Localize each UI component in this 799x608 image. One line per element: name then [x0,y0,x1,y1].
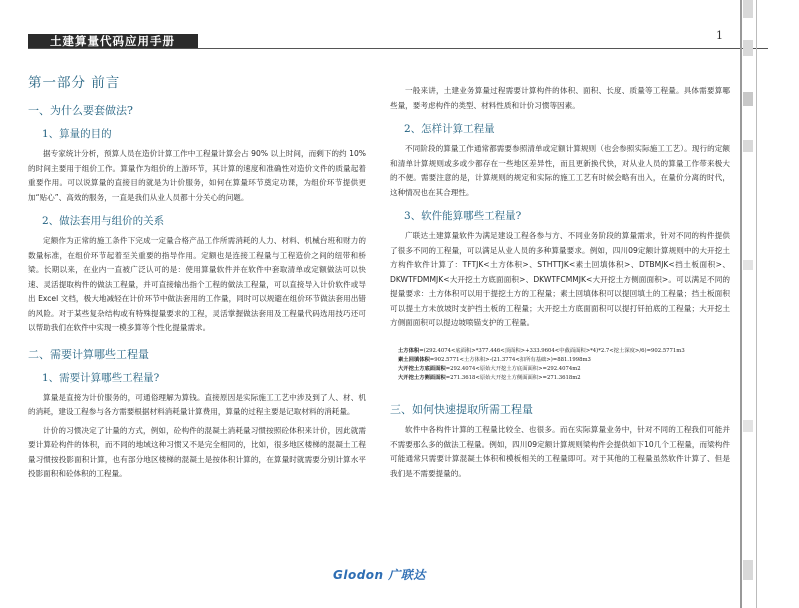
header-divider [28,48,768,49]
subsection-2-2-heading: 2、怎样计算工程量 [404,123,495,135]
paragraph: 广联达土建算量软件为满足建设工程各参与方、不同业务阶段的算量需求，针对不同的构件提供了很多不同的工程量，可以满足从业人员的多种算量要求。例如，四川09定额计算规则中的大开挖土方构件软件计算了：TFTJK<土方体积>、STHTTJK<素土回填体积>、DTBMJK<挡土板面积>、DKWTFDMMJK<大开挖土方底面面积>、DKWTFCMMJK<大开挖土方侧面面积>。可以满足不同的提量要求：土方体积可以用于提挖土方的工程量；素土回填体积可以提回填土的工程量；挡土板面积可以提土方未放坡时支护挡土板的工程量；大开挖土方底面面积可以提打钎拍底的工程量；大开挖土方侧面面积可以提边坡喷锚支护的工程量。 [390,231,730,327]
paragraph: 算量是直接为计价服务的，可通俗理解为算钱。直接原因是实际施工工艺中涉及到了人、材、机的消耗，建设工程参与各方需要根据材料消耗量计算费用，算量的过程主要是记取材料的消耗量。 [28,392,366,416]
formula-label: 土方体积 [398,347,420,354]
page-number: 1 [716,29,723,42]
section-2-heading: 二、需要计算哪些工程量 [28,347,149,361]
intro-paragraph: 一般来讲，土建业务算量过程需要计算构件的体积、面积、长度、质量等工程量。具体需要算哪些量，要考虑构件的类型、材料性质和计价习惯等因素。 [390,86,730,110]
formula-label: 大开挖土方底面面积 [398,365,446,372]
subsection-2-1-heading: 1、需要计算哪些工程量? [42,371,160,384]
subsection-1-2-heading: 2、做法套用与组价的关系 [42,215,165,227]
subsection-2-3-heading: 3、软件能算哪些工程量? [404,210,522,222]
paragraph: 软件中各构件计算的工程量比较全、也很多。而在实际算量业务中，针对不同的工程我们可能并不需要那么多的做法工程量。例如，四川09定额计算规则梁构件会提供如下10几个工程量，而梁构件可能通常只需要计算混凝土体积和模板相关的工程量即可。对于其他的工程量虽然软件计算了、但是我们是不需要提量的。 [390,425,730,478]
part-title: 第一部分 前言 [28,75,121,91]
paragraph: 不同阶段的算量工作通常都需要参照清单或定额计算规则（也会参照实际施工工艺）。现行的定额和清单计算规则或多或少都存在一些地区差异性，而且更新换代快，对从业人员的算量工作带来极大的不便。需要注意的是，计算规则的规定和实际的施工工艺有时候会略有出入，在量价分离的时代，这种情况也在其合理性。 [390,144,730,197]
formula-label: 素土回填体积 [398,356,430,363]
formula-value: =902.5771<土方体积>-(21.3774<扣所有基础>)=881.1998m3 [429,356,591,363]
left-column [28,58,366,486]
section-1-heading: 一、为什么要套做法? [28,104,133,117]
glodon-logo: Glodon 广联达 [333,568,426,582]
formula-value: =271.3618<原始大开挖土方侧面面积>=271.3618m2 [445,375,581,382]
formula-block [398,347,730,384]
paragraph: 据专家统计分析，预算人员在造价计算工作中工程量计算会占 90% 以上时间，而剩下的约 10% 的时间主要用于组价工作。算量作为组价的上游环节，其计算的速度和准确性对造价文件的质量起着重要作用。可以说算量的直接目的就是为计价服务，如何在算量环节奠定功课，为组价环节提供更加“贴心”、高效的服务，一直是我们从业人员都十分关心的问题。 [28,149,366,202]
decorative-stripe [738,0,768,608]
paragraph: 计价的习惯决定了计量的方式，例如，砼构件的混凝土消耗量习惯按照砼体积来计价，因此就需要计算砼构件的体积，而不同的地域这种习惯又不是完全相同的，比如，很多地区楼梯的混凝土工程量习惯按投影面积计算，也有部分地区楼梯的混凝土是按体积计算的，在算量时就需要分别计算水平投影面积和砼体积的工程量。 [28,425,366,478]
right-column [390,58,730,485]
formula-value: =292.4074<原始大开挖土方底面面积>=292.4074m2 [445,365,581,372]
section-3-heading: 三、如何快速提取所需工程量 [390,403,533,417]
formula-value: =(292.4074<底面积>*377.446<顶面积>+333.9604<中截面面积>*4)*2.7<挖土深度>/6)=902.5771m3 [419,347,685,354]
formula-label: 大开挖土方侧面面积 [398,375,446,382]
subsection-1-1-heading: 1、算量的目的 [42,128,112,140]
paragraph: 定额作为正常的施工条件下完成一定量合格产品工作所需消耗的人力、材料、机械台班和财力的数量标准，在组价环节起着至关重要的指导作用。定额也是连接工程量与工程造价之间的纽带和桥梁。长期以来，在业内一直被广泛认可的是：使用算量软件并在软件中套取清单或定额做法可以快速、灵活提取构件的做法工程量，并可直接输出指个工程的做法工程量，可以直接导入计价软件或导出 Excel 文档，极大地减轻在计价环节中做法套用的工作量，同时可以规避在组价环节做法套用出错的风险。对于某些复杂结构或有特殊提量要求的工程，灵活掌握做法套用及工程量代码选用技巧还可以帮助我们在软件中实现一模多算等个性化提量需求。 [28,236,366,332]
manual-title: 土建算量代码应用手册 [50,34,175,48]
